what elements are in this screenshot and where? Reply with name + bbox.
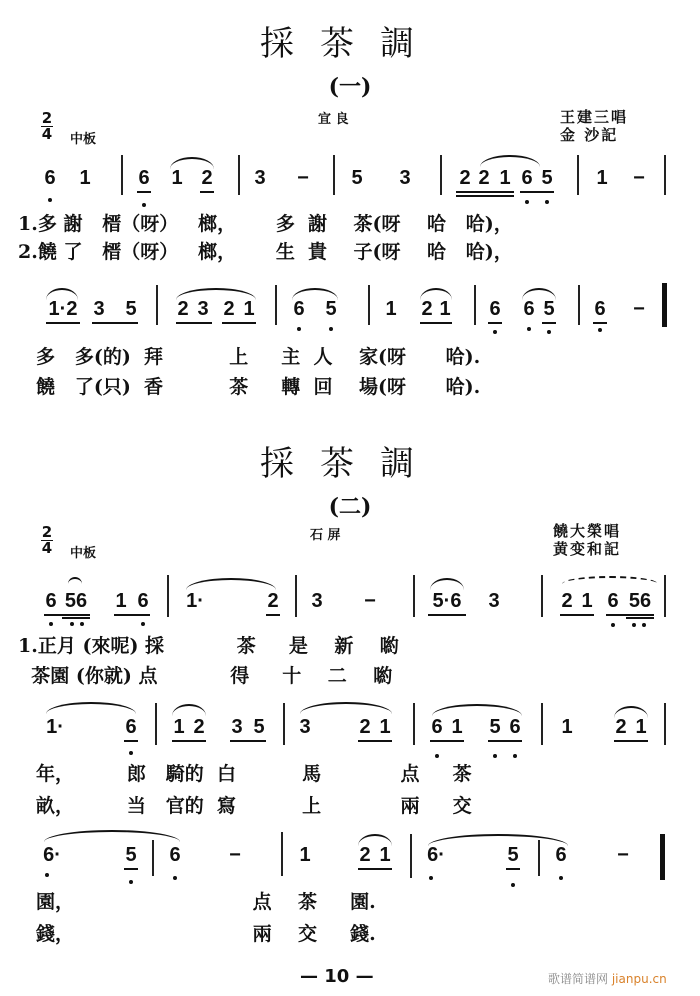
song2-credits <box>553 522 621 558</box>
song2-line2-verse1: 年， 郎 騎的 白 馬 点 茶 <box>36 763 472 785</box>
note: 3 <box>399 167 411 189</box>
note: 2 <box>421 298 433 320</box>
note: 3 <box>311 590 323 612</box>
note: 2 <box>223 298 235 320</box>
song2-line1-verse2: 茶園 (你就) 点 得 十 二 喲 <box>18 665 393 687</box>
note: 6 <box>125 716 137 738</box>
note: 1 <box>451 716 463 738</box>
note: − <box>229 844 241 866</box>
note: 1 <box>499 167 511 189</box>
time-sig-bottom: 4 <box>41 125 53 143</box>
note: 2 <box>193 716 205 738</box>
note: 1 <box>439 298 451 320</box>
song2-line3-verse1: 園， 点 茶 園. <box>36 891 376 913</box>
note: 1 <box>171 167 183 189</box>
note: − <box>364 590 376 612</box>
watermark <box>548 970 667 987</box>
note: 1 <box>596 167 608 189</box>
note: 56 <box>628 590 652 612</box>
note: 5 <box>543 298 555 320</box>
recorder: 黄变和記 <box>553 540 622 558</box>
note: 6 <box>521 167 533 189</box>
song1-line2-verse2: 饒 了(只) 香 茶 轉 回 場(呀 哈). <box>36 376 481 398</box>
song1-number: (一) <box>328 74 372 100</box>
note: 2 <box>478 167 490 189</box>
note: 2 <box>561 590 573 612</box>
note: 6 <box>555 844 567 866</box>
note: 3 <box>197 298 209 320</box>
note: − <box>633 167 645 189</box>
note: 1 <box>385 298 397 320</box>
note: 6 <box>137 590 149 612</box>
note: 1 <box>379 716 391 738</box>
note: 1 <box>115 590 127 612</box>
note: 5·6 <box>432 590 462 612</box>
song1-time-signature <box>40 109 54 143</box>
note: 1 <box>173 716 185 738</box>
note: − <box>297 167 309 189</box>
song2-title: 採茶調 <box>260 444 440 484</box>
note: 2 <box>177 298 189 320</box>
note: 6 <box>44 167 56 189</box>
page-number: — 10 — <box>300 966 374 987</box>
note: 5 <box>489 716 501 738</box>
note: 3 <box>488 590 500 612</box>
song2-time-signature <box>40 523 54 557</box>
note: 5 <box>541 167 553 189</box>
note: 3 <box>93 298 105 320</box>
note: 3 <box>299 716 311 738</box>
note: 6 <box>523 298 535 320</box>
song1-title: 採茶調 <box>260 24 440 64</box>
note: 1· <box>46 716 64 738</box>
note: 1· <box>186 590 204 612</box>
note: 2 <box>459 167 471 189</box>
note: 5 <box>351 167 363 189</box>
note: 6· <box>43 844 61 866</box>
note: 3 <box>231 716 243 738</box>
note: 6 <box>594 298 606 320</box>
song2-line1-verse1: 1.正月 (來呢) 採 茶 是 新 喲 <box>18 635 399 657</box>
note: 6 <box>45 590 57 612</box>
note: 2 <box>359 844 371 866</box>
song1-line1-verse2: 2.饒 了 榗（呀） 榔， 生 貴 子(呀 哈 哈)， <box>18 241 513 263</box>
note: 1·2 <box>48 298 78 320</box>
watermark-cn: 歌谱简谱网 <box>548 972 609 986</box>
song1-tempo: 中板 <box>70 132 97 147</box>
note: 1 <box>299 844 311 866</box>
watermark-en: jianpu.cn <box>611 972 667 986</box>
note: 5 <box>325 298 337 320</box>
note: 6 <box>138 167 150 189</box>
note: 6 <box>431 716 443 738</box>
song1-line1-verse1: 1.多 謝 榗（呀） 榔， 多 謝 茶(呀 哈 哈)， <box>18 213 513 235</box>
note: 3 <box>254 167 266 189</box>
song2-region: 石 屏 <box>310 528 341 543</box>
note: 5 <box>507 844 519 866</box>
note: 5 <box>125 298 137 320</box>
note: 6 <box>509 716 521 738</box>
note: 2 <box>201 167 213 189</box>
song2-line3-verse2: 錢， 兩 交 錢. <box>36 923 376 945</box>
note: 6· <box>427 844 445 866</box>
note: − <box>633 298 645 320</box>
note: 5 <box>253 716 265 738</box>
note: 5 <box>125 844 137 866</box>
note: 2 <box>359 716 371 738</box>
note: 1 <box>561 716 573 738</box>
singer: 饒大榮唱 <box>553 522 622 540</box>
song1-credits <box>560 108 628 144</box>
song2-tempo: 中板 <box>70 546 97 561</box>
time-sig-bottom: 4 <box>41 539 53 557</box>
note: 1 <box>243 298 255 320</box>
note: 1 <box>379 844 391 866</box>
note: − <box>617 844 629 866</box>
note: 1 <box>635 716 647 738</box>
note: 1 <box>581 590 593 612</box>
song2-line2-verse2: 畝， 当 官的 寫 上 兩 交 <box>36 795 472 817</box>
time-sig-top: 2 <box>41 523 53 541</box>
note: 6 <box>169 844 181 866</box>
time-sig-top: 2 <box>41 109 53 127</box>
note: 6 <box>489 298 501 320</box>
song2-number: (二) <box>328 494 372 520</box>
note: 6 <box>607 590 619 612</box>
note: 6 <box>293 298 305 320</box>
note: 56 <box>64 590 88 612</box>
singer: 王建三唱 <box>560 108 629 126</box>
note: 1 <box>79 167 91 189</box>
song1-region: 宜 良 <box>318 112 349 127</box>
recorder: 金 沙記 <box>560 126 619 144</box>
note: 2 <box>267 590 279 612</box>
note: 2 <box>615 716 627 738</box>
song1-line2-verse1: 多 多(的) 拜 上 主 人 家(呀 哈). <box>36 346 481 368</box>
